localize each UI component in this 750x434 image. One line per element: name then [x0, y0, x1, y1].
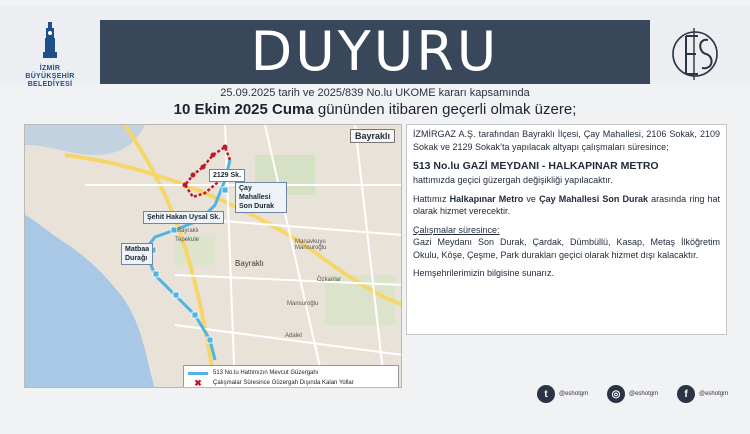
ring-text: ve	[523, 193, 540, 204]
district-label: Bayraklı	[350, 129, 395, 143]
map-drawing	[25, 125, 402, 388]
closing-note: Hemşehrilerimizin bilgisine sunarız.	[413, 268, 555, 278]
effective-date-headline	[0, 101, 750, 118]
route-map	[24, 124, 402, 388]
out-of-service-note	[413, 224, 720, 262]
out-of-service-title: Çalışmalar süresince:	[413, 224, 500, 235]
social-handle: @eshotgm	[559, 391, 589, 397]
ring-line-note	[413, 193, 720, 218]
stop-tag-cay-mahallesi: Çay Mahallesi Son Durak	[235, 182, 287, 213]
twitter-icon: t	[537, 385, 555, 403]
ring-text: Hattımız	[413, 193, 450, 204]
stop-tag-matbaa: Matbaa Durağı	[121, 243, 153, 265]
izmir-municipality-logo	[10, 20, 90, 88]
clock-tower-icon	[41, 20, 59, 60]
ring-stop-halkapinar: Halkapınar Metro	[449, 193, 524, 204]
route-change-note: hattımızda geçici güzergah değişikliği yapılacaktır.	[413, 175, 613, 185]
logo-org-line-1: İZMİR	[39, 65, 61, 72]
ring-text: arasında ring hat olarak hizmet verecektir.	[413, 193, 720, 216]
page-title: DUYURU	[250, 20, 500, 83]
instagram-icon: ◎	[607, 385, 625, 403]
map-place-label: Manavkuyu	[295, 239, 326, 245]
legend-out-of-route: Çalışmalar Süresince Güzergah Dışında Kalan Yollar	[213, 380, 354, 386]
out-of-service-stops: Gazi Meydanı Son Durak, Çardak, Dümbüllü, Kasap, Metaş İlköğretim Okulu, Köşe, Çeşme, Park durakları geçici olarak hizmet dışı kalacaktır.	[413, 237, 720, 260]
map-place-label: Özkanlar	[317, 277, 342, 283]
logo-org-line-2: BÜYÜKŞEHİR	[25, 73, 75, 80]
social-facebook[interactable]	[677, 385, 728, 403]
social-handle: @eshotgm	[699, 391, 729, 397]
social-footer	[0, 385, 750, 409]
bus-line-name: 513 No.lu GAZİ MEYDANI - HALKAPINAR METRO	[413, 160, 659, 172]
announcement-intro: İZMİRGAZ A.Ş. tarafından Bayraklı İlçesi, Çay Mahallesi, 2106 Sokak, 2109 Sokak ve 2129 Sokak’ta yapılacak altyapı çalışmaları süresince;	[413, 129, 720, 152]
legend-current-route: 513 No.lu Hattımızın Mevcut Güzergahı	[213, 370, 319, 376]
announcement-text-box	[406, 124, 727, 335]
eshot-logo	[668, 22, 722, 86]
social-twitter[interactable]	[537, 385, 588, 403]
effective-date: 10 Ekim 2025 Cuma	[173, 101, 314, 118]
street-tag-2129: 2129 Sk.	[209, 169, 245, 182]
street-tag-sehit-hakan-uysal: Şehit Hakan Uysal Sk.	[143, 211, 224, 224]
eshot-logo-mark	[668, 22, 722, 86]
map-place-label: Bayraklı	[235, 259, 264, 268]
social-handle: @eshotgm	[629, 391, 659, 397]
decision-reference: 25.09.2025 tarih ve 2025/839 No.lu UKOME kararı kapsamında	[220, 87, 530, 99]
map-place-label: Tepekule	[175, 237, 200, 243]
map-place-label: Mansuroğlu	[287, 301, 319, 307]
facebook-icon: f	[677, 385, 695, 403]
closed-road-icon: ✖	[194, 377, 202, 388]
headline-rest: gününden itibaren geçerli olmak üzere;	[313, 101, 577, 118]
map-place-label: Mansuroğlu	[295, 245, 327, 251]
logo-org-line-3: BELEDİYESİ	[27, 81, 73, 88]
map-place-label: Bayraklı	[177, 228, 199, 234]
route-line-swatch	[188, 372, 208, 375]
title-banner	[100, 20, 650, 84]
map-place-label: Adalet	[285, 333, 303, 339]
social-instagram[interactable]	[607, 385, 658, 403]
ring-stop-cay: Çay Mahallesi Son Durak	[539, 193, 649, 204]
